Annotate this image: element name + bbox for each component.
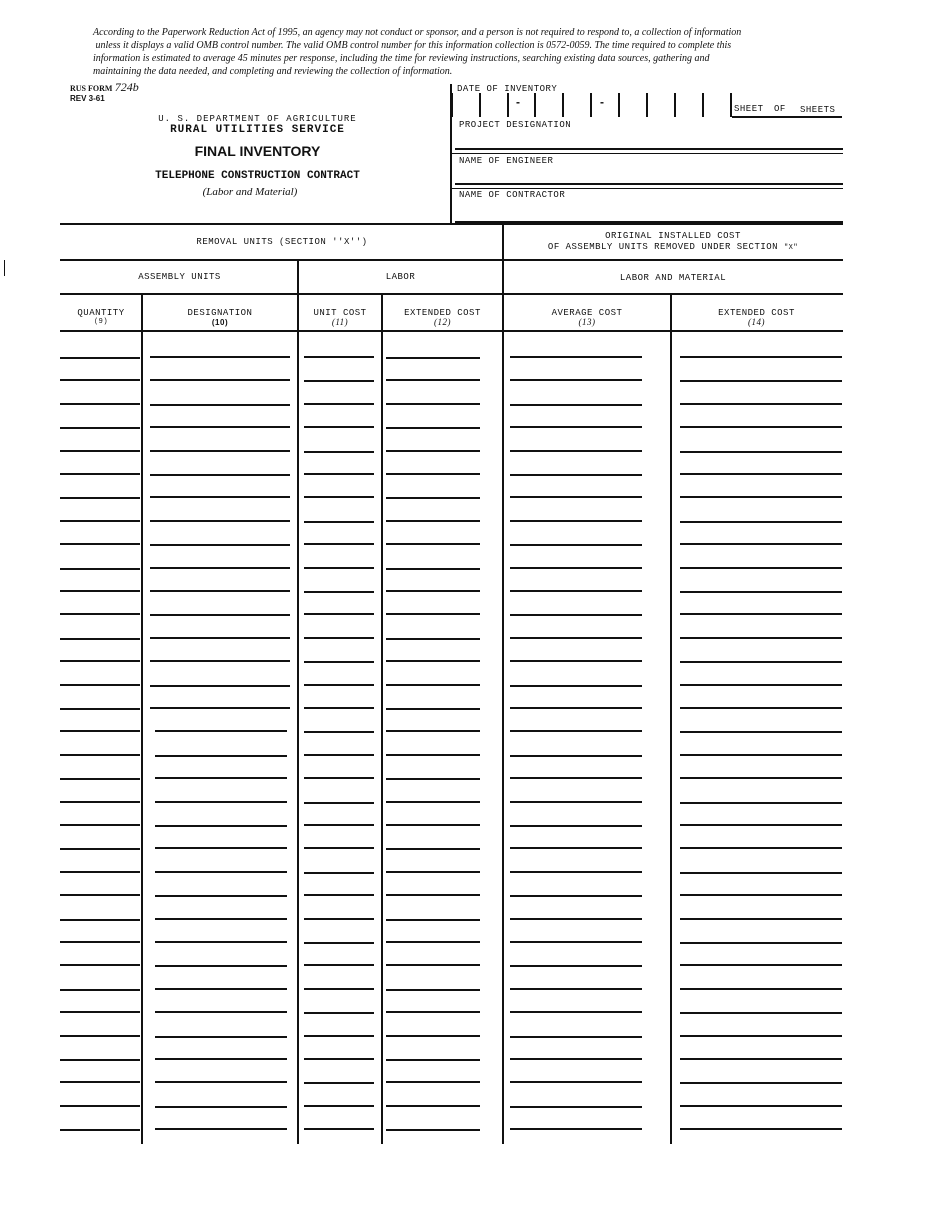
divider-line <box>452 188 843 189</box>
row-field-extended-cost-14[interactable] <box>680 942 842 944</box>
name-of-contractor-label: NAME OF CONTRACTOR <box>459 190 566 200</box>
row-field-average-cost[interactable] <box>510 918 642 920</box>
col-quantity-number: (9) <box>93 318 109 326</box>
row-field-extended-cost-12[interactable] <box>386 379 480 381</box>
row-field-extended-cost-12[interactable] <box>386 543 480 545</box>
row-field-extended-cost-12[interactable] <box>386 613 480 615</box>
col-extended-cost-12-number: (12) <box>434 317 451 327</box>
row-field-extended-cost-12[interactable] <box>386 427 480 429</box>
row-field-average-cost[interactable] <box>510 730 642 732</box>
col-extended-cost-14-header <box>672 309 841 327</box>
row-field-unit-cost[interactable] <box>304 1105 374 1107</box>
row-field-unit-cost[interactable] <box>304 543 374 545</box>
row-field-average-cost[interactable] <box>510 895 642 897</box>
row-field-extended-cost-14[interactable] <box>680 473 842 475</box>
row-field-extended-cost-14[interactable] <box>680 1012 842 1014</box>
row-field-quantity[interactable] <box>60 543 140 545</box>
row-field-quantity[interactable] <box>60 1011 140 1013</box>
row-field-designation[interactable] <box>155 1081 287 1083</box>
form-title: FINAL INVENTORY <box>194 143 321 159</box>
row-field-extended-cost-14[interactable] <box>680 918 842 920</box>
row-field-extended-cost-12[interactable] <box>386 778 480 780</box>
row-field-quantity[interactable] <box>60 894 140 896</box>
row-field-average-cost[interactable] <box>510 496 642 498</box>
row-field-average-cost[interactable] <box>510 1106 642 1108</box>
row-field-designation[interactable] <box>155 801 287 803</box>
row-field-extended-cost-14[interactable] <box>680 684 842 686</box>
row-field-average-cost[interactable] <box>510 660 642 662</box>
row-field-quantity[interactable] <box>60 1035 140 1037</box>
row-field-designation[interactable] <box>155 965 287 967</box>
row-field-extended-cost-14[interactable] <box>680 847 842 849</box>
row-field-designation[interactable] <box>155 777 287 779</box>
notice-line-3: information is estimated to average 45 minutes per response, including the time for reviewing instructions, searching existing data sources, gathering and <box>93 53 710 64</box>
row-field-quantity[interactable] <box>60 1081 140 1083</box>
row-field-designation[interactable] <box>155 1106 287 1108</box>
row-field-designation[interactable] <box>155 847 287 849</box>
row-field-extended-cost-12[interactable] <box>386 497 480 499</box>
original-cost-header <box>505 232 841 253</box>
row-field-unit-cost[interactable] <box>304 731 374 733</box>
row-field-extended-cost-12[interactable] <box>386 894 480 896</box>
quantity-designation-divider <box>141 294 143 1144</box>
column-header-border <box>60 330 843 332</box>
row-field-average-cost[interactable] <box>510 404 642 406</box>
row-field-extended-cost-12[interactable] <box>386 638 480 640</box>
row-field-unit-cost[interactable] <box>304 403 374 405</box>
row-field-unit-cost[interactable] <box>304 1012 374 1014</box>
row-field-designation[interactable] <box>150 590 290 592</box>
row-field-extended-cost-14[interactable] <box>680 872 842 874</box>
paperwork-notice <box>93 26 813 78</box>
name-of-engineer-field[interactable] <box>455 183 843 185</box>
row-field-unit-cost[interactable] <box>304 988 374 990</box>
notice-line-2: unless it displays a valid OMB control number. The valid OMB control number for this information collection is 0572-0059. The time required to complete this <box>93 40 732 51</box>
row-field-quantity[interactable] <box>60 778 140 780</box>
row-field-quantity[interactable] <box>60 1105 140 1107</box>
row-field-unit-cost[interactable] <box>304 637 374 639</box>
row-field-average-cost[interactable] <box>510 871 642 873</box>
row-field-unit-cost[interactable] <box>304 613 374 615</box>
row-field-quantity[interactable] <box>60 590 140 592</box>
table-top-border <box>60 223 843 225</box>
margin-mark <box>4 260 5 276</box>
row-field-extended-cost-12[interactable] <box>386 357 480 359</box>
row-field-quantity[interactable] <box>60 684 140 686</box>
form-label: RUS FORM <box>70 84 113 93</box>
row-field-extended-cost-14[interactable] <box>680 356 842 358</box>
row-field-average-cost[interactable] <box>510 474 642 476</box>
average-extended-divider <box>670 294 672 1144</box>
row-field-average-cost[interactable] <box>510 1036 642 1038</box>
row-field-extended-cost-12[interactable] <box>386 871 480 873</box>
col-unit-cost-number: (11) <box>331 317 349 327</box>
form-subtitle-note: (Labor and Material) <box>202 186 298 198</box>
row-field-extended-cost-14[interactable] <box>680 1058 842 1060</box>
row-field-average-cost[interactable] <box>510 614 642 616</box>
row-field-extended-cost-12[interactable] <box>386 941 480 943</box>
row-field-extended-cost-12[interactable] <box>386 754 480 756</box>
row-field-unit-cost[interactable] <box>304 872 374 874</box>
row-field-extended-cost-12[interactable] <box>386 1105 480 1107</box>
row-field-extended-cost-14[interactable] <box>680 637 842 639</box>
row-field-unit-cost[interactable] <box>304 777 374 779</box>
row-field-designation[interactable] <box>155 1058 287 1060</box>
name-of-engineer-label: NAME OF ENGINEER <box>459 156 554 166</box>
row-field-quantity[interactable] <box>60 638 140 640</box>
row-field-quantity[interactable] <box>60 730 140 732</box>
date-separator-1: - <box>516 95 520 109</box>
col-designation-number: (10) <box>211 318 229 327</box>
row-field-quantity[interactable] <box>60 989 140 991</box>
row-field-unit-cost[interactable] <box>304 824 374 826</box>
department-name: U. S. DEPARTMENT OF AGRICULTURE <box>158 114 357 124</box>
sheets-label: SHEETS <box>800 105 836 115</box>
agency-name: RURAL UTILITIES SERVICE <box>170 124 345 136</box>
row-field-extended-cost-12[interactable] <box>386 1081 480 1083</box>
header-row-1-border <box>60 259 843 261</box>
row-field-unit-cost[interactable] <box>304 521 374 523</box>
row-field-unit-cost[interactable] <box>304 473 374 475</box>
row-field-designation[interactable] <box>150 685 290 687</box>
row-field-quantity[interactable] <box>60 801 140 803</box>
row-field-extended-cost-14[interactable] <box>680 496 842 498</box>
row-field-average-cost[interactable] <box>510 801 642 803</box>
row-field-extended-cost-14[interactable] <box>680 661 842 663</box>
row-field-extended-cost-14[interactable] <box>680 731 842 733</box>
row-field-extended-cost-12[interactable] <box>386 708 480 710</box>
row-field-unit-cost[interactable] <box>304 1035 374 1037</box>
row-field-designation[interactable] <box>150 426 290 428</box>
sheet-label: SHEET <box>734 104 764 114</box>
row-field-extended-cost-14[interactable] <box>680 543 842 545</box>
row-field-extended-cost-14[interactable] <box>680 451 842 453</box>
row-field-designation[interactable] <box>150 637 290 639</box>
row-field-average-cost[interactable] <box>510 1058 642 1060</box>
row-field-extended-cost-12[interactable] <box>386 520 480 522</box>
row-field-extended-cost-14[interactable] <box>680 777 842 779</box>
col-designation-label: DESIGNATION <box>187 308 253 318</box>
row-field-average-cost[interactable] <box>510 965 642 967</box>
row-field-quantity[interactable] <box>60 473 140 475</box>
row-field-designation[interactable] <box>150 520 290 522</box>
row-field-extended-cost-12[interactable] <box>386 730 480 732</box>
row-field-designation[interactable] <box>150 356 290 358</box>
row-field-extended-cost-14[interactable] <box>680 403 842 405</box>
row-field-designation[interactable] <box>155 825 287 827</box>
row-field-extended-cost-12[interactable] <box>386 919 480 921</box>
row-field-average-cost[interactable] <box>510 426 642 428</box>
row-field-designation[interactable] <box>155 918 287 920</box>
assembly-labor-divider <box>297 260 299 1144</box>
row-field-unit-cost[interactable] <box>304 964 374 966</box>
row-field-designation[interactable] <box>155 755 287 757</box>
assembly-units-header: ASSEMBLY UNITS <box>138 272 221 282</box>
row-field-quantity[interactable] <box>60 848 140 850</box>
unit-extended-divider <box>381 294 383 1144</box>
row-field-average-cost[interactable] <box>510 755 642 757</box>
row-field-unit-cost[interactable] <box>304 802 374 804</box>
row-field-extended-cost-12[interactable] <box>386 801 480 803</box>
row-field-designation[interactable] <box>150 660 290 662</box>
row-field-quantity[interactable] <box>60 568 140 570</box>
row-field-average-cost[interactable] <box>510 941 642 943</box>
row-field-quantity[interactable] <box>60 964 140 966</box>
row-field-extended-cost-12[interactable] <box>386 403 480 405</box>
row-field-extended-cost-14[interactable] <box>680 1128 842 1130</box>
row-field-average-cost[interactable] <box>510 685 642 687</box>
row-field-average-cost[interactable] <box>510 777 642 779</box>
row-field-designation[interactable] <box>150 450 290 452</box>
row-field-extended-cost-12[interactable] <box>386 1011 480 1013</box>
project-designation-field[interactable] <box>455 148 843 150</box>
labor-header: LABOR <box>385 272 416 282</box>
row-field-designation[interactable] <box>155 988 287 990</box>
date-of-inventory-label: DATE OF INVENTORY <box>457 84 558 94</box>
labor-and-material-header: LABOR AND MATERIAL <box>619 273 727 283</box>
row-field-extended-cost-12[interactable] <box>386 848 480 850</box>
row-field-average-cost[interactable] <box>510 379 642 381</box>
row-field-average-cost[interactable] <box>510 544 642 546</box>
row-field-designation[interactable] <box>155 1036 287 1038</box>
row-field-extended-cost-12[interactable] <box>386 1129 480 1131</box>
row-field-extended-cost-14[interactable] <box>680 613 842 615</box>
project-designation-label: PROJECT DESIGNATION <box>459 120 572 130</box>
sheet-of-label: OF <box>774 104 786 114</box>
col-extended-cost-14-number: (14) <box>748 317 765 327</box>
col-extended-cost-14-label: EXTENDED COST <box>718 308 795 318</box>
row-field-extended-cost-14[interactable] <box>680 824 842 826</box>
row-field-quantity[interactable] <box>60 1129 140 1131</box>
row-field-quantity[interactable] <box>60 450 140 452</box>
row-field-unit-cost[interactable] <box>304 591 374 593</box>
row-field-average-cost[interactable] <box>510 1081 642 1083</box>
row-field-designation[interactable] <box>155 1128 287 1130</box>
col-unit-cost-label: UNIT COST <box>313 308 367 318</box>
row-field-unit-cost[interactable] <box>304 684 374 686</box>
row-field-quantity[interactable] <box>60 613 140 615</box>
row-field-average-cost[interactable] <box>510 988 642 990</box>
form-rev: REV 3-61 <box>70 94 105 103</box>
row-field-extended-cost-14[interactable] <box>680 1035 842 1037</box>
row-field-extended-cost-12[interactable] <box>386 1059 480 1061</box>
row-field-quantity[interactable] <box>60 708 140 710</box>
row-field-quantity[interactable] <box>60 379 140 381</box>
row-field-unit-cost[interactable] <box>304 707 374 709</box>
removal-units-header: REMOVAL UNITS (SECTION ''X'') <box>196 237 368 247</box>
row-field-unit-cost[interactable] <box>304 496 374 498</box>
row-field-quantity[interactable] <box>60 403 140 405</box>
row-field-average-cost[interactable] <box>510 567 642 569</box>
row-field-unit-cost[interactable] <box>304 426 374 428</box>
row-field-extended-cost-14[interactable] <box>680 426 842 428</box>
row-field-quantity[interactable] <box>60 871 140 873</box>
row-field-unit-cost[interactable] <box>304 380 374 382</box>
row-field-quantity[interactable] <box>60 919 140 921</box>
row-field-extended-cost-12[interactable] <box>386 684 480 686</box>
row-field-average-cost[interactable] <box>510 450 642 452</box>
row-field-designation[interactable] <box>150 707 290 709</box>
row-field-quantity[interactable] <box>60 357 140 359</box>
row-field-extended-cost-14[interactable] <box>680 707 842 709</box>
row-field-extended-cost-12[interactable] <box>386 473 480 475</box>
notice-line-1: According to the Paperwork Reduction Act of 1995, an agency may not conduct or sponsor, and a person is not required to respond to, a collection of information <box>93 27 742 38</box>
row-field-unit-cost[interactable] <box>304 1128 374 1130</box>
col-average-cost-label: AVERAGE COST <box>551 308 623 318</box>
row-field-extended-cost-12[interactable] <box>386 964 480 966</box>
col-unit-cost-header <box>299 309 381 327</box>
row-field-unit-cost[interactable] <box>304 1082 374 1084</box>
row-field-unit-cost[interactable] <box>304 918 374 920</box>
row-field-average-cost[interactable] <box>510 1128 642 1130</box>
table-main-divider <box>502 224 504 1144</box>
row-field-quantity[interactable] <box>60 660 140 662</box>
row-field-designation[interactable] <box>155 1011 287 1013</box>
row-field-extended-cost-12[interactable] <box>386 989 480 991</box>
row-field-quantity[interactable] <box>60 754 140 756</box>
col-extended-cost-12-label: EXTENDED COST <box>404 308 481 318</box>
row-field-average-cost[interactable] <box>510 590 642 592</box>
row-field-designation[interactable] <box>155 730 287 732</box>
form-id <box>70 82 139 104</box>
row-field-designation[interactable] <box>150 474 290 476</box>
original-cost-line-2: OF ASSEMBLY UNITS REMOVED UNDER SECTION <box>547 242 779 252</box>
row-field-extended-cost-14[interactable] <box>680 591 842 593</box>
form-number: 724b <box>114 80 139 94</box>
row-field-extended-cost-14[interactable] <box>680 754 842 756</box>
row-field-average-cost[interactable] <box>510 825 642 827</box>
col-average-cost-number: (13) <box>578 317 596 327</box>
col-quantity-label: QUANTITY <box>77 308 125 318</box>
row-field-designation[interactable] <box>155 941 287 943</box>
row-field-quantity[interactable] <box>60 824 140 826</box>
col-extended-cost-12-header <box>383 309 502 327</box>
row-field-average-cost[interactable] <box>510 637 642 639</box>
header-row-2-border <box>60 293 843 295</box>
row-field-extended-cost-14[interactable] <box>680 894 842 896</box>
row-field-extended-cost-14[interactable] <box>680 521 842 523</box>
row-field-designation[interactable] <box>150 567 290 569</box>
row-field-designation[interactable] <box>150 544 290 546</box>
col-designation-header <box>143 309 297 327</box>
row-field-average-cost[interactable] <box>510 1011 642 1013</box>
row-field-extended-cost-12[interactable] <box>386 568 480 570</box>
row-field-quantity[interactable] <box>60 520 140 522</box>
row-field-extended-cost-14[interactable] <box>680 1082 842 1084</box>
row-field-unit-cost[interactable] <box>304 894 374 896</box>
row-field-extended-cost-12[interactable] <box>386 660 480 662</box>
row-field-extended-cost-14[interactable] <box>680 380 842 382</box>
col-average-cost-header <box>504 309 670 327</box>
row-field-unit-cost[interactable] <box>304 942 374 944</box>
original-cost-section-x: "X" <box>783 244 799 252</box>
row-field-unit-cost[interactable] <box>304 451 374 453</box>
row-field-designation[interactable] <box>150 379 290 381</box>
notice-line-4: maintaining the data needed, and completing and reviewing the collection of information. <box>93 66 453 77</box>
col-quantity-header <box>62 309 140 327</box>
row-field-extended-cost-14[interactable] <box>680 802 842 804</box>
row-field-designation[interactable] <box>150 496 290 498</box>
row-field-extended-cost-12[interactable] <box>386 450 480 452</box>
date-separator-2: - <box>600 95 604 109</box>
form-subtitle: TELEPHONE CONSTRUCTION CONTRACT <box>155 170 360 182</box>
row-field-unit-cost[interactable] <box>304 356 374 358</box>
row-field-unit-cost[interactable] <box>304 754 374 756</box>
row-field-extended-cost-14[interactable] <box>680 1105 842 1107</box>
row-field-quantity[interactable] <box>60 941 140 943</box>
row-field-average-cost[interactable] <box>510 520 642 522</box>
row-field-extended-cost-12[interactable] <box>386 824 480 826</box>
row-field-average-cost[interactable] <box>510 707 642 709</box>
divider-line <box>452 153 843 154</box>
row-field-average-cost[interactable] <box>510 847 642 849</box>
date-of-inventory-field[interactable] <box>452 93 732 117</box>
row-field-unit-cost[interactable] <box>304 847 374 849</box>
row-field-unit-cost[interactable] <box>304 1058 374 1060</box>
row-field-designation[interactable] <box>155 895 287 897</box>
row-field-unit-cost[interactable] <box>304 567 374 569</box>
row-field-extended-cost-12[interactable] <box>386 1035 480 1037</box>
row-field-extended-cost-14[interactable] <box>680 567 842 569</box>
row-field-quantity[interactable] <box>60 1059 140 1061</box>
row-field-extended-cost-14[interactable] <box>680 964 842 966</box>
sheet-number-line[interactable] <box>732 116 842 118</box>
row-field-extended-cost-12[interactable] <box>386 590 480 592</box>
row-field-quantity[interactable] <box>60 497 140 499</box>
row-field-extended-cost-14[interactable] <box>680 988 842 990</box>
row-field-unit-cost[interactable] <box>304 661 374 663</box>
row-field-designation[interactable] <box>150 614 290 616</box>
original-cost-line-1: ORIGINAL INSTALLED COST <box>605 231 741 241</box>
row-field-designation[interactable] <box>150 404 290 406</box>
row-field-quantity[interactable] <box>60 427 140 429</box>
row-field-average-cost[interactable] <box>510 356 642 358</box>
row-field-designation[interactable] <box>155 871 287 873</box>
